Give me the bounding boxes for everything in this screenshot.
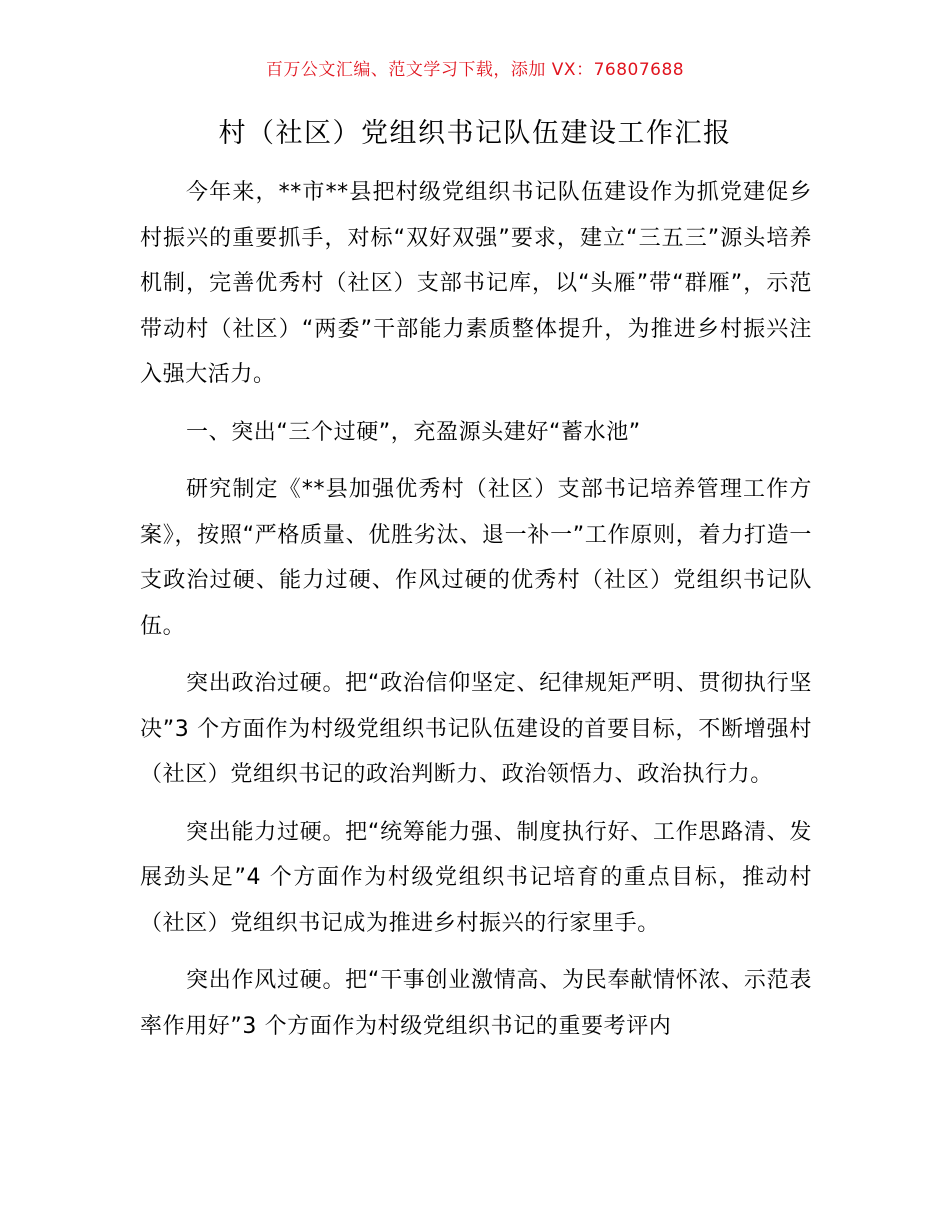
section-heading-1: 一、突出“三个过硬”，充盈源头建好“蓄水池” <box>186 419 641 445</box>
paragraph-intro: 今年来，**市**县把村级党组织书记队伍建设作为抓党建促乡村振兴的重要抓手，对标“双好双强”要求，建立“三五三”源头培养机制，完善优秀村（社区）支部书记库，以“头雁”带“群雁”，示范带动村（社区）“两委”干部能力素质整体提升，为推进乡村振兴注入强大活力。 <box>140 180 812 387</box>
paragraph-political: 突出政治过硬。把“政治信仰坚定、纪律规矩严明、贯彻执行坚决”3 个方面作为村级党组织书记队伍建设的首要目标，不断增强村（社区）党组织书记的政治判断力、政治领悟力、政治执行力。 <box>140 671 812 787</box>
paragraph-style: 突出作风过硬。把“干事创业激情高、为民奉献情怀浓、示范表率作用好”3 个方面作为村级党组织书记的重要考评内 <box>140 968 812 1039</box>
paragraph-plan: 研究制定《**县加强优秀村（社区）支部书记培养管理工作方案》，按照“严格质量、优胜劣汰、退一补一”工作原则，着力打造一支政治过硬、能力过硬、作风过硬的优秀村（社区）党组织书记队伍。 <box>140 477 812 639</box>
paragraph-ability: 突出能力过硬。把“统筹能力强、制度执行好、工作思路清、发展劲头足”4 个方面作为村级党组织书记培育的重点目标，推动村（社区）党组织书记成为推进乡村振兴的行家里手。 <box>140 819 812 936</box>
watermark-text: 百万公文汇编、范文学习下载，添加 VX：76807688 <box>265 60 685 80</box>
document-body <box>140 170 812 1061</box>
document-title: 村（社区）党组织书记队伍建设工作汇报 <box>218 118 732 149</box>
